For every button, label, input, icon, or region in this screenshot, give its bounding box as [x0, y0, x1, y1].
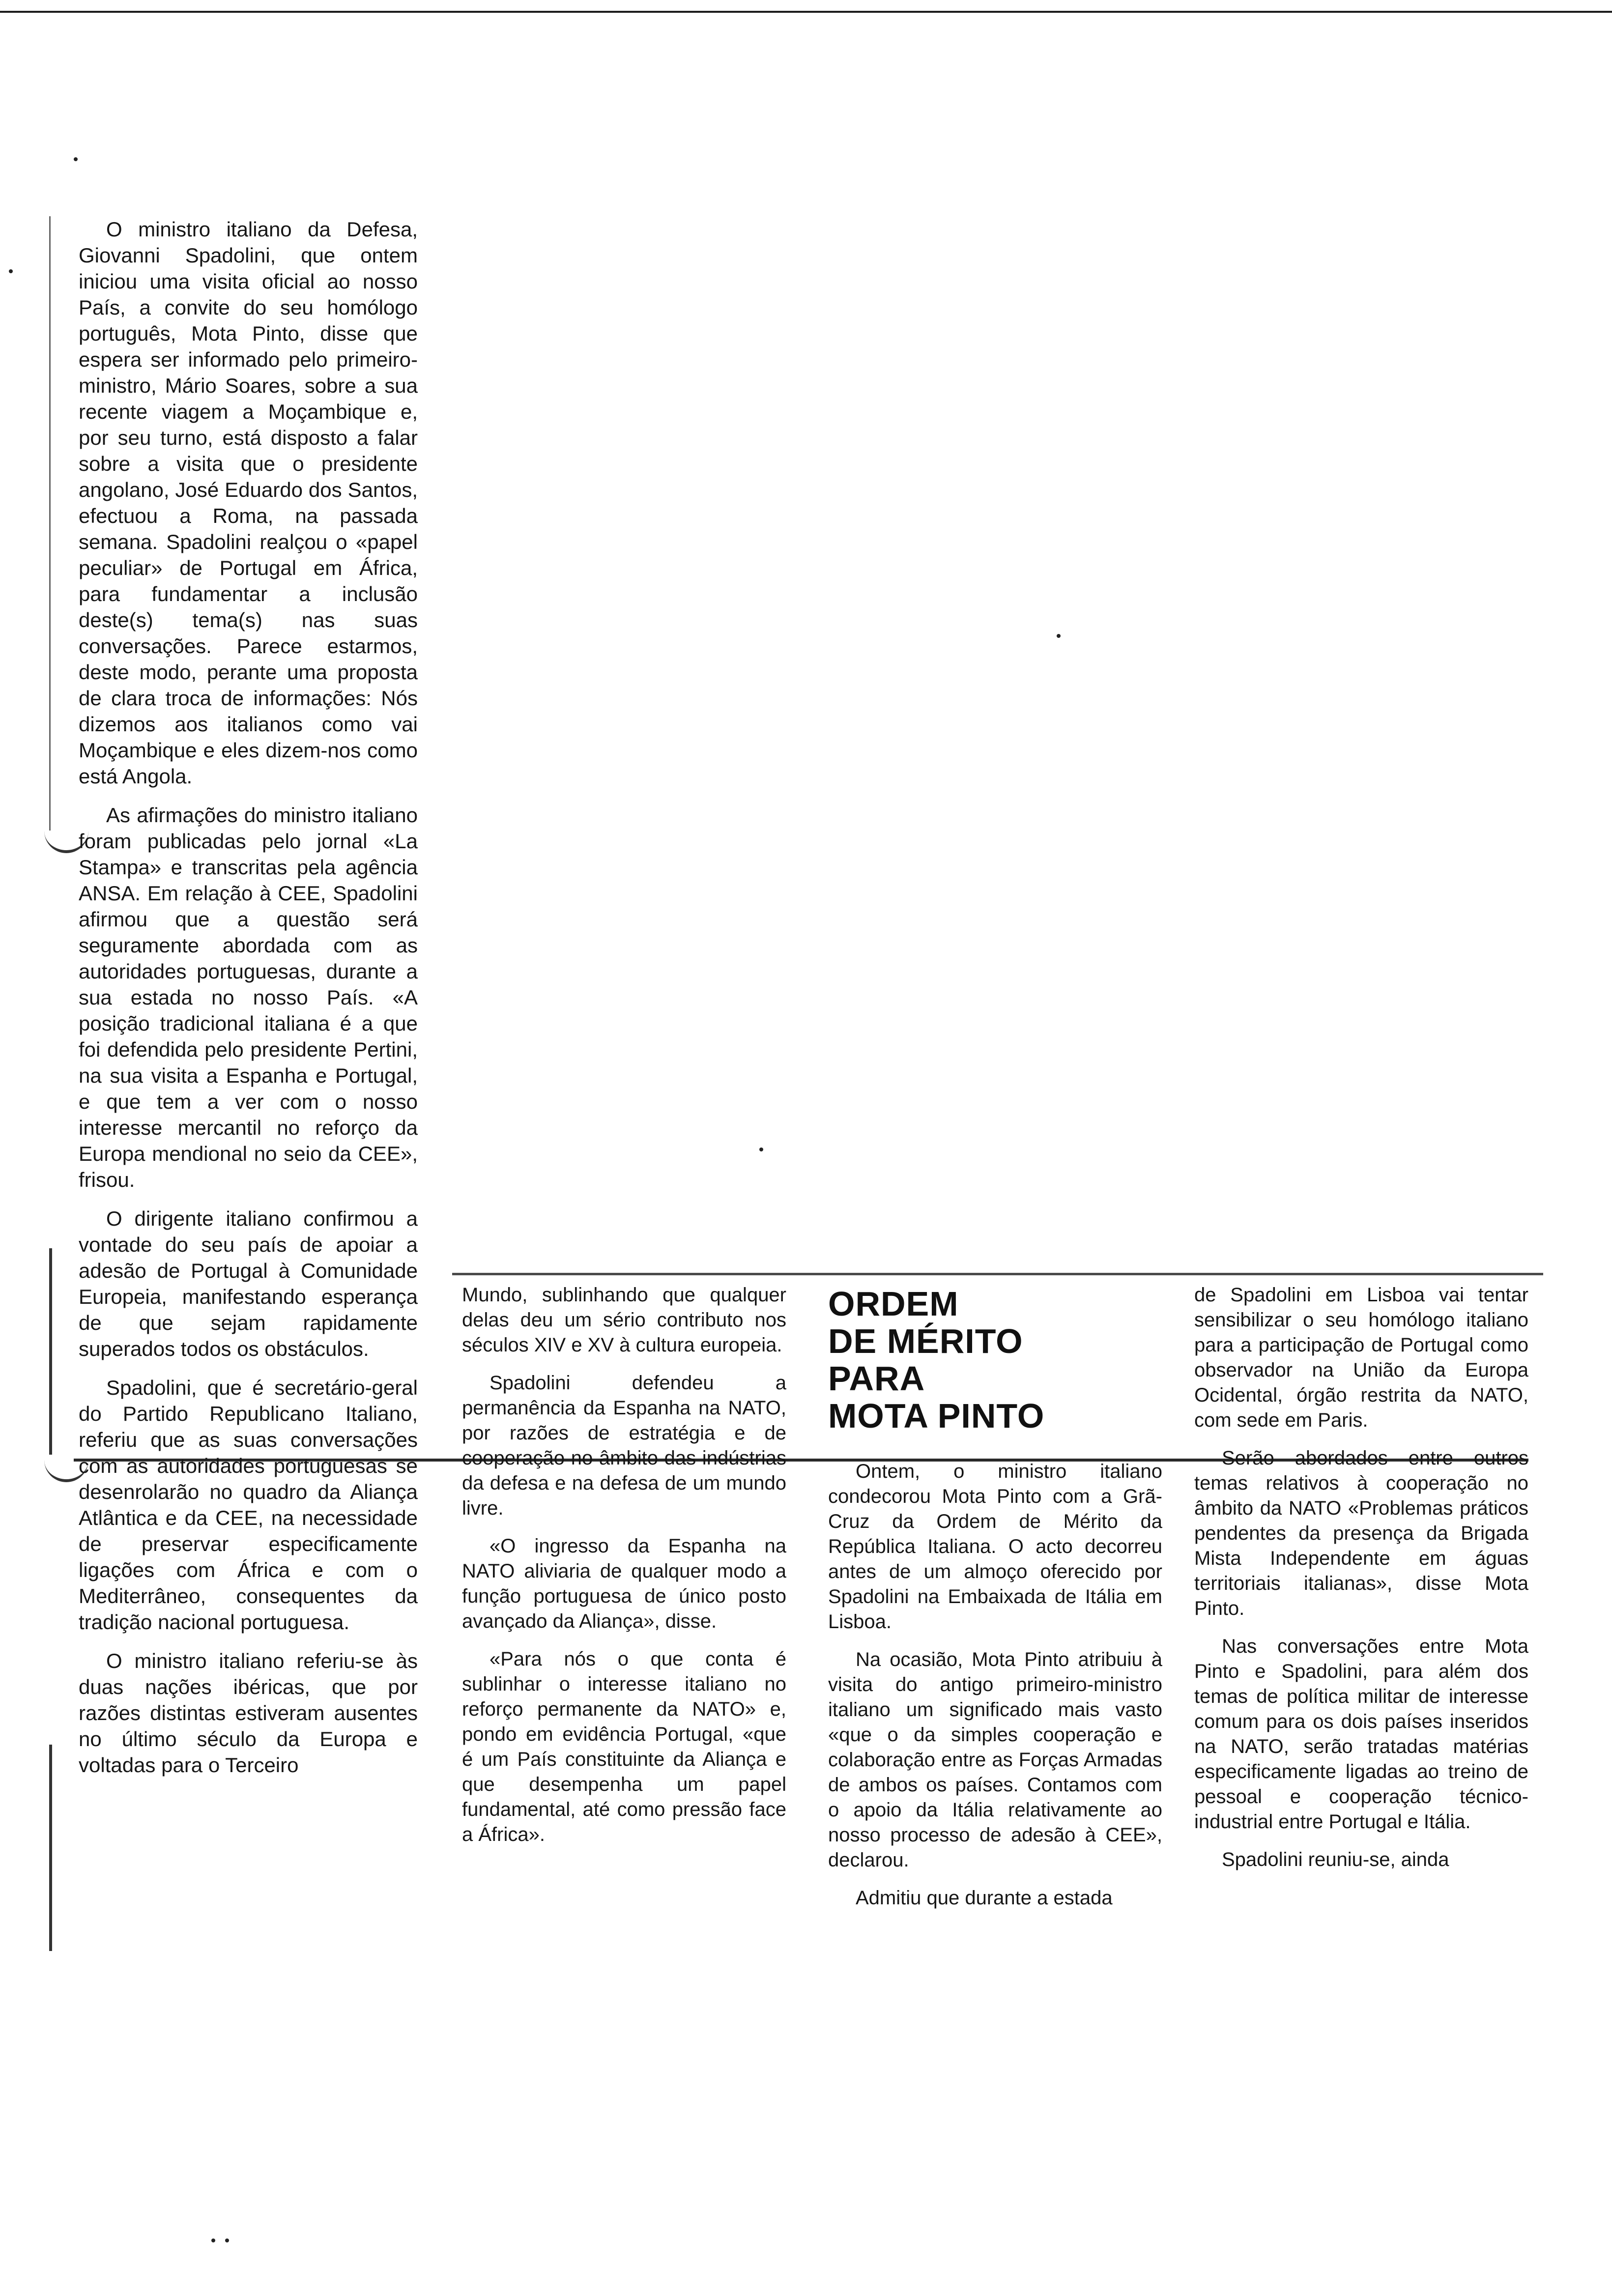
paragraph: Spadolini, que é secretário-geral do Partido Republicano Italiano, referiu que as suas conversações com as autoridades portuguesas se desenrolarão no quadro da Aliança Atlântica e da CEE, na necessidade de preservar especificamente ligações com África e com o Mediterrâneo, consequentes da tradição nacional portuguesa. [79, 1376, 418, 1634]
paragraph: Spadolini defendeu a permanência da Espanha na NATO, por razões de estratégia e de cooperação no âmbito das indústrias da defesa e na defesa de um mundo livre. [462, 1372, 786, 1519]
article-column-3 [828, 1285, 1162, 1923]
scan-speck [225, 2239, 229, 2242]
scan-speck [759, 1148, 763, 1151]
column-top-rule [452, 1273, 1543, 1275]
article-column-2 [462, 1283, 786, 1860]
subheadline-line: DE MÉRITO [828, 1322, 1023, 1360]
subheadline [828, 1285, 1162, 1435]
paragraph: O dirigente italiano confirmou a vontade do seu país de apoiar a adesão de Portugal à Comunidade Europeia, manifestando esperança de que sejam rapidamente superados todos os obstáculos. [79, 1207, 418, 1360]
margin-mark-line [49, 1745, 52, 1951]
subheadline-line: PARA [828, 1359, 925, 1398]
paragraph: Admitiu que durante a estada [856, 1887, 1113, 1909]
scan-speck [1057, 634, 1061, 638]
paragraph: O ministro italiano da Defesa, Giovanni Spadolini, que ontem iniciou uma visita oficial ao nosso País, a convite do seu homólogo português, Mota Pinto, disse que espera ser informado pelo primeiro-ministro, Mário Soares, sobre a sua recente viagem a Moçambique e, por seu turno, está disposto a falar sobre a visita que o presidente angolano, José Eduardo dos Santos, efectuou a Roma, na passada semana. Spadolini realçou o «papel peculiar» de Portugal em África, para fundamentar a inclusão deste(s) tema(s) nas suas conversações. Parece estarmos, deste modo, perante uma proposta de clara troca de informações: Nós dizemos aos italianos como vai Moçambique e eles dizem-nos como está Angola. [79, 218, 418, 788]
paragraph: Ontem, o ministro italiano condecorou Mota Pinto com a Grã-Cruz da Ordem de Mérito da República Italiana. O acto decorreu antes de um almoço oferecido por Spadolini na Embaixada de Itália em Lisboa. [828, 1461, 1162, 1633]
margin-mark-line [49, 1248, 52, 1455]
paragraph: Spadolini reuniu-se, ainda [1222, 1849, 1449, 1870]
paragraph: As afirmações do ministro italiano foram publicadas pelo jornal «La Stampa» e transcritas pela agência ANSA. Em relação à CEE, Spadolini afirmou que a questão será seguramente abordada com as autoridades portuguesas, durante a sua estada no nosso País. «A posição tradicional italiana é a que foi defendida pelo presidente Pertini, na sua visita a Espanha e Portugal, e que tem a ver com o nosso interesse mercantil no reforço da Europa mendional no seio da CEE», frisou. [79, 804, 418, 1191]
paragraph: O ministro italiano referiu-se às duas nações ibéricas, que por razões distintas estiveram ausentes no último século da Europa e voltadas para o Terceiro [79, 1649, 418, 1777]
scan-top-edge-line [0, 11, 1612, 13]
subheadline-line: MOTA PINTO [828, 1397, 1045, 1435]
scan-speck [9, 269, 13, 273]
paragraph: «Para nós o que conta é sublinhar o interesse italiano no reforço permanente da NATO» e, pondo em evidência Portugal, «que é um País constituinte da Aliança e que desempenha um papel fundamental, até como pressão face a África». [462, 1648, 786, 1845]
paragraph: «O ingresso da Espanha na NATO aliviaria de qualquer modo a função portuguesa de único posto avançado da Aliança», disse. [462, 1535, 786, 1632]
paragraph: Serão abordados entre outros temas relativos à cooperação no âmbito da NATO «Problemas práticos pendentes da presença da Brigada Mista Independente em águas territoriais italianas», disse Mota Pinto. [1194, 1447, 1528, 1619]
paragraph: de Spadolini em Lisboa vai tentar sensibilizar o seu homólogo italiano para a participação de Portugal como observador na União da Europa Ocidental, órgão restrita da NATO, com sede em Paris. [1194, 1284, 1528, 1431]
margin-mark-line [49, 216, 51, 831]
scan-speck [211, 2239, 215, 2242]
paragraph: Mundo, sublinhando que qualquer delas deu um sério contributo nos séculos XIV e XV à cultura europeia. [462, 1284, 786, 1356]
subheadline-line: ORDEM [828, 1285, 959, 1323]
article-column-1 [79, 216, 418, 1791]
scan-speck [74, 157, 78, 161]
paragraph: Nas conversações entre Mota Pinto e Spadolini, para além dos temas de política militar de interesse comum para os dois países inseridos na NATO, serão tratadas matérias especificamente ligadas ao treino de pessoal e cooperação técnico-industrial entre Portugal e Itália. [1194, 1636, 1528, 1833]
paragraph: Na ocasião, Mota Pinto atribuiu à visita do antigo primeiro-ministro italiano um significado mais vasto «que o da simples cooperação e colaboração entre as Forças Armadas de ambos os países. Contamos com o apoio da Itália relativamente ao nosso processo de adesão à CEE», declarou. [828, 1649, 1162, 1871]
article-column-4 [1194, 1283, 1528, 1885]
